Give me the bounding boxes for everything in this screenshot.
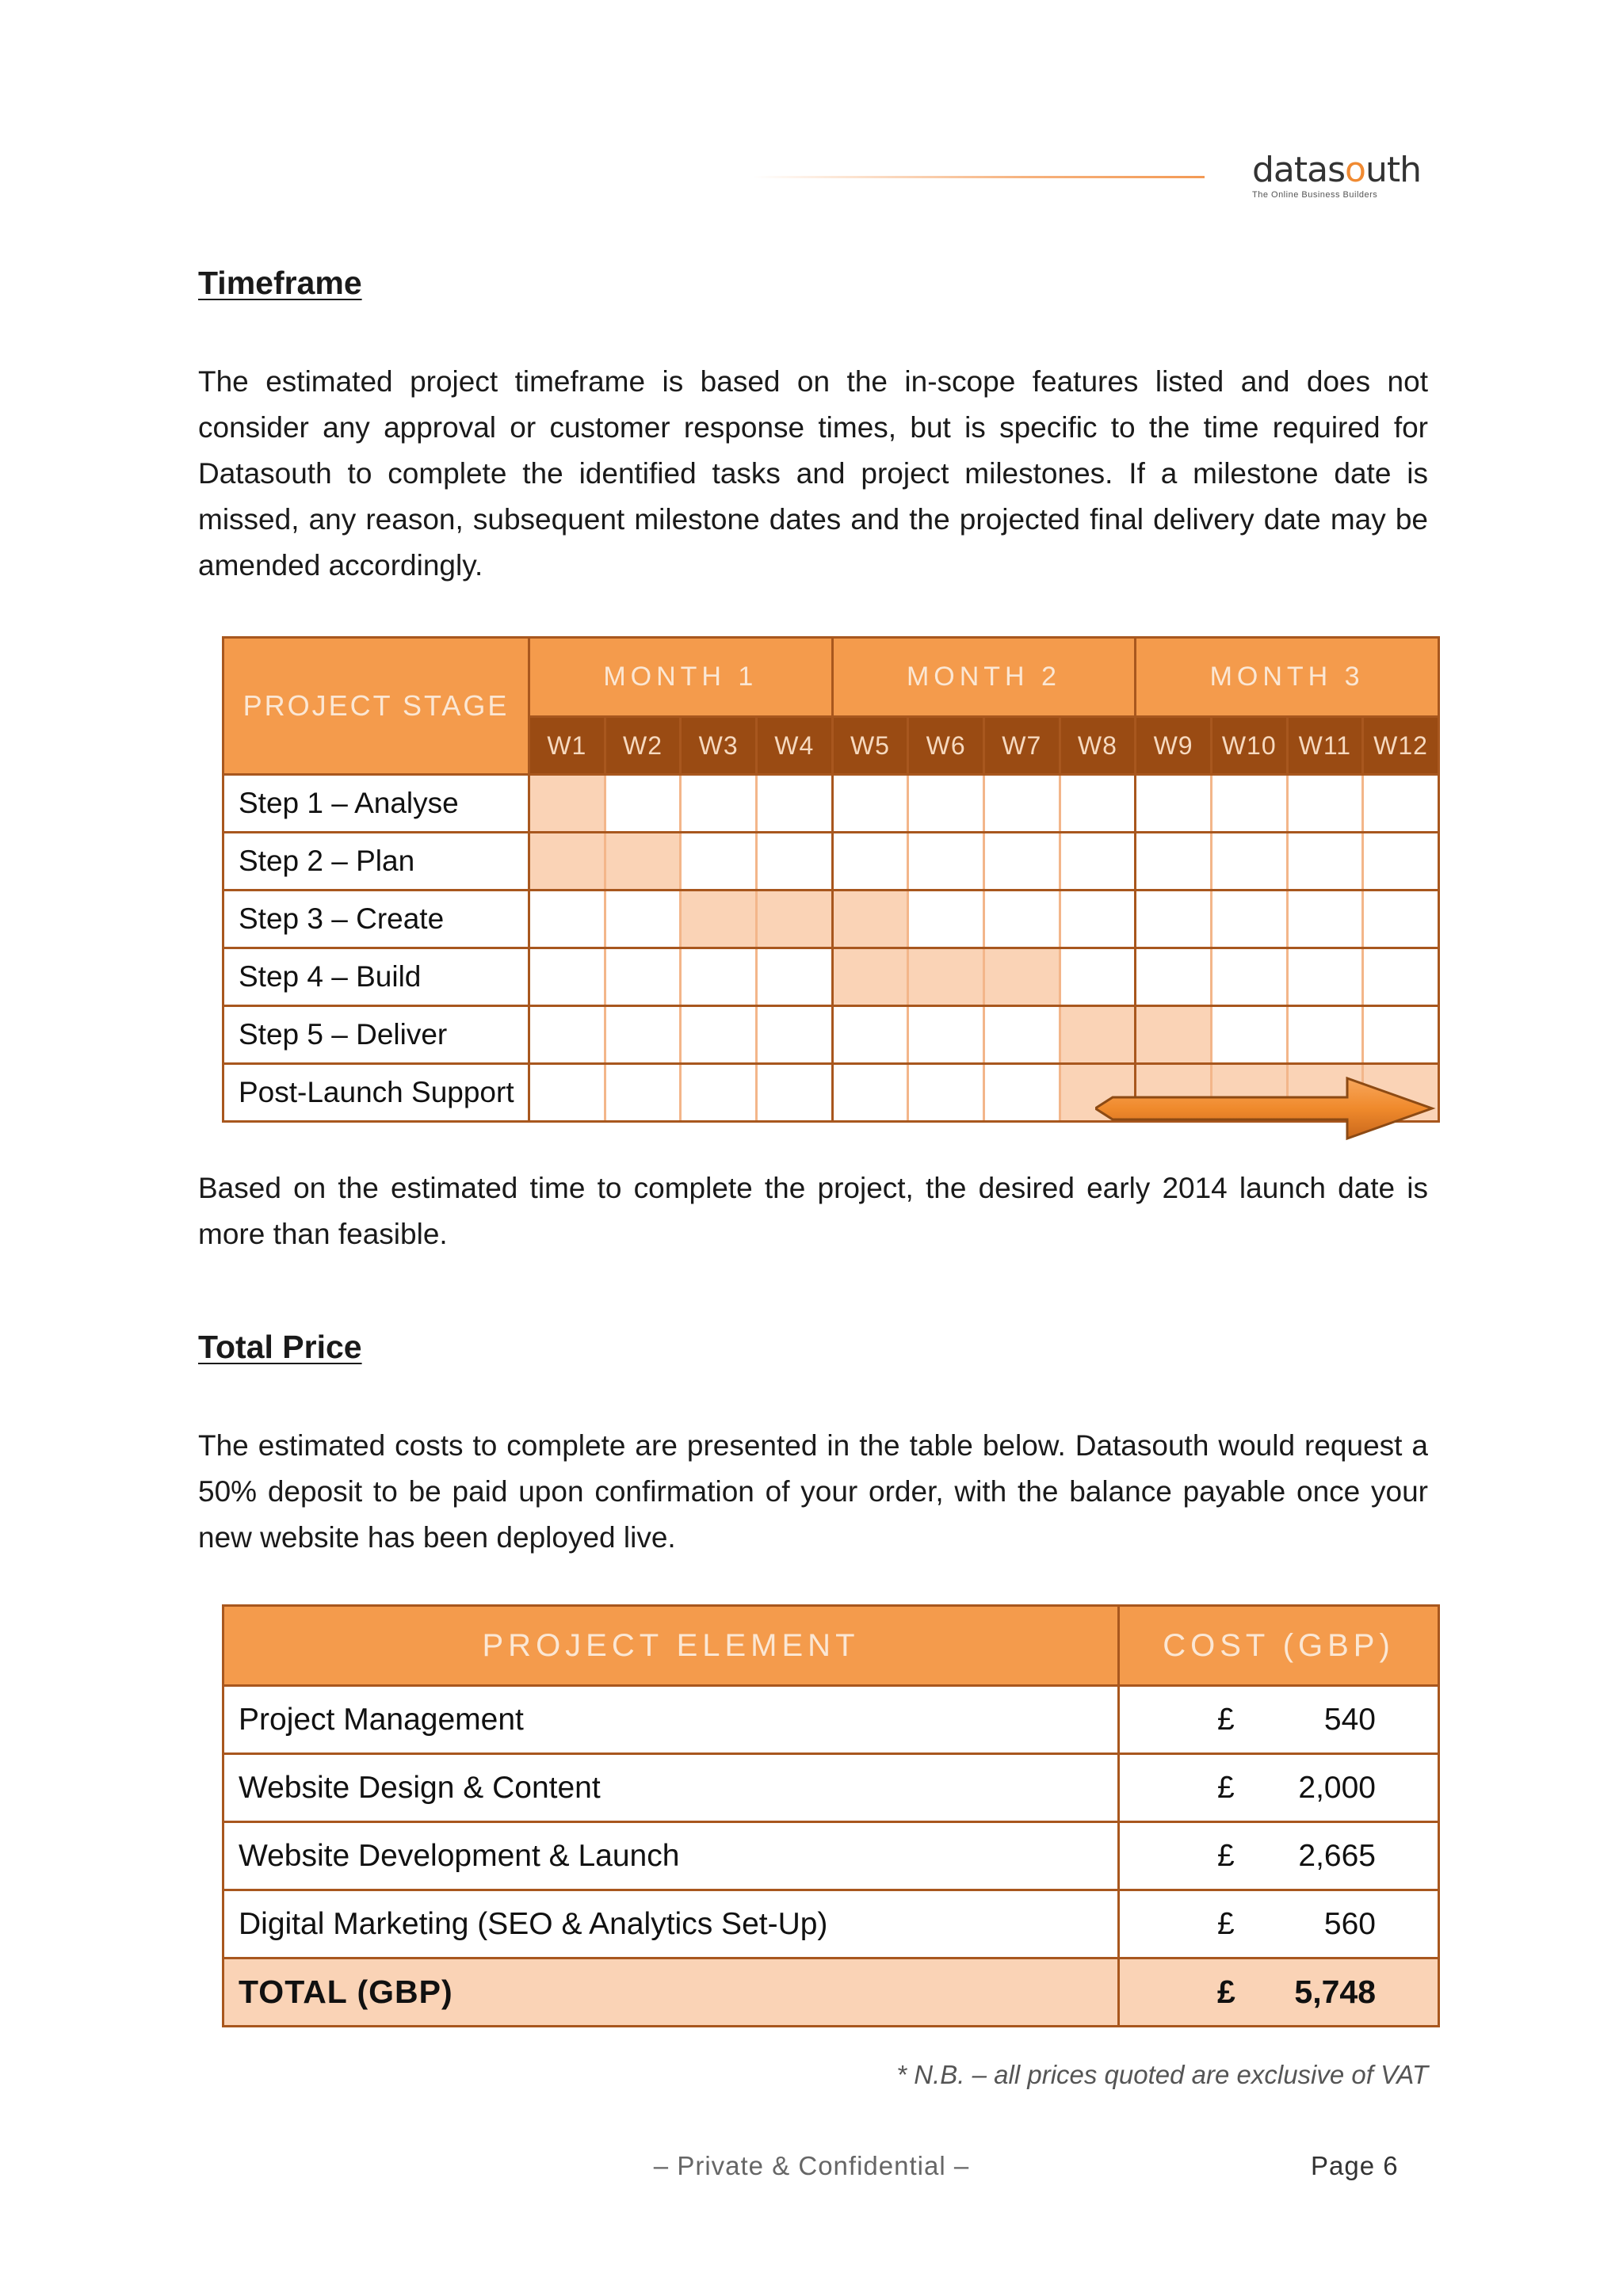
schedule-cell xyxy=(1136,775,1212,833)
schedule-cell xyxy=(983,1006,1060,1064)
schedule-cell xyxy=(1211,775,1287,833)
week-header: W3 xyxy=(681,717,757,775)
week-header: W7 xyxy=(983,717,1060,775)
total-row xyxy=(223,1958,1439,2027)
schedule-row xyxy=(223,833,1439,891)
schedule-cell-active xyxy=(832,891,908,948)
element-label: Website Design & Content xyxy=(223,1754,1119,1822)
timeframe-heading: Timeframe xyxy=(198,265,362,301)
currency-symbol: £ xyxy=(1217,1702,1235,1737)
month-header: MONTH 3 xyxy=(1136,638,1439,717)
schedule-cell xyxy=(832,775,908,833)
cost-amount: 2,000 xyxy=(1298,1770,1376,1805)
total-label: TOTAL (GBP) xyxy=(223,1958,1119,2027)
schedule-cell xyxy=(1060,833,1136,891)
total-price-intro: The estimated costs to complete are presented in the table below. Datasouth would request a 50% deposit to be paid upon confirmation of your order, with the balance payable once your new website has been deployed live. xyxy=(198,1429,1428,1554)
cost-amount: 540 xyxy=(1323,1702,1376,1737)
element-column-header: PROJECT ELEMENT xyxy=(223,1606,1119,1686)
vat-note: * N.B. – all prices quoted are exclusive of VAT xyxy=(896,2060,1428,2089)
schedule-cell xyxy=(908,1006,984,1064)
schedule-cell xyxy=(1211,948,1287,1006)
timeframe-conclusion: Based on the estimated time to complete the project, the desired early 2014 launch date is more than feasible. xyxy=(198,1172,1428,1250)
schedule-cell xyxy=(1060,775,1136,833)
week-header: W11 xyxy=(1287,717,1363,775)
schedule-cell xyxy=(1287,1006,1363,1064)
stage-label: Step 1 – Analyse xyxy=(223,775,529,833)
page-number: Page 6 xyxy=(1311,2151,1399,2180)
schedule-cell xyxy=(1287,775,1363,833)
schedule-row xyxy=(223,891,1439,948)
schedule-cell xyxy=(1211,891,1287,948)
week-header: W5 xyxy=(832,717,908,775)
schedule-cell xyxy=(1060,948,1136,1006)
schedule-cell xyxy=(1136,891,1212,948)
week-header: W12 xyxy=(1363,717,1439,775)
schedule-cell xyxy=(756,1064,832,1122)
schedule-cell-active xyxy=(1136,1006,1212,1064)
stage-label: Step 5 – Deliver xyxy=(223,1006,529,1064)
schedule-cell xyxy=(832,1006,908,1064)
cost-amount: 5,748 xyxy=(1294,1974,1376,2010)
week-header: W2 xyxy=(605,717,681,775)
price-row xyxy=(223,1754,1439,1822)
schedule-cell xyxy=(681,775,757,833)
element-label: Project Management xyxy=(223,1686,1119,1754)
schedule-cell-active xyxy=(756,891,832,948)
schedule-table xyxy=(222,636,1440,1123)
schedule-cell xyxy=(605,1064,681,1122)
schedule-cell xyxy=(1136,948,1212,1006)
schedule-cell xyxy=(1211,1006,1287,1064)
schedule-cell xyxy=(908,833,984,891)
currency-symbol: £ xyxy=(1217,1906,1235,1941)
month-header: MONTH 2 xyxy=(832,638,1136,717)
schedule-cell xyxy=(756,948,832,1006)
stage-label: Step 3 – Create xyxy=(223,891,529,948)
schedule-row xyxy=(223,775,1439,833)
schedule-row xyxy=(223,1006,1439,1064)
currency-symbol: £ xyxy=(1217,1770,1235,1805)
total-price-heading: Total Price xyxy=(198,1329,362,1365)
ongoing-support-arrow-icon xyxy=(1095,1074,1436,1143)
schedule-cell xyxy=(605,775,681,833)
cost-cell xyxy=(1119,1754,1439,1822)
schedule-cell xyxy=(908,775,984,833)
schedule-cell xyxy=(832,833,908,891)
schedule-cell-active xyxy=(908,948,984,1006)
schedule-cell xyxy=(681,833,757,891)
stage-label: Post-Launch Support xyxy=(223,1064,529,1122)
schedule-cell xyxy=(681,1006,757,1064)
schedule-cell xyxy=(1363,948,1439,1006)
schedule-cell-active xyxy=(1060,1006,1136,1064)
timeframe-intro: The estimated project timeframe is based on the in-scope features listed and does not consider any approval or customer response times, but is specific to the time required for Datasouth to complete the identified tasks and project milestones. If a milestone date is missed, any reason, subsequent milestone dates and the projected final delivery date may be amended accordingly. xyxy=(198,365,1428,582)
schedule-cell xyxy=(1363,775,1439,833)
cost-cell xyxy=(1119,1686,1439,1754)
stage-label: Step 4 – Build xyxy=(223,948,529,1006)
schedule-cell-active xyxy=(605,833,681,891)
schedule-cell xyxy=(529,1006,605,1064)
logo-tagline: The Online Business Builders xyxy=(1252,190,1378,200)
schedule-cell xyxy=(605,891,681,948)
schedule-cell xyxy=(983,1064,1060,1122)
cost-amount: 560 xyxy=(1323,1906,1376,1941)
schedule-cell xyxy=(832,1064,908,1122)
cost-cell xyxy=(1119,1822,1439,1890)
schedule-cell xyxy=(983,891,1060,948)
datasouth-logo: datasouth The Online Business Builders xyxy=(1252,152,1442,208)
schedule-cell xyxy=(1363,891,1439,948)
schedule-cell xyxy=(1363,833,1439,891)
cost-amount: 2,665 xyxy=(1298,1838,1376,1873)
header-rule xyxy=(753,176,1205,178)
schedule-cell xyxy=(529,948,605,1006)
week-header: W8 xyxy=(1060,717,1136,775)
schedule-cell-active xyxy=(983,948,1060,1006)
schedule-cell-active xyxy=(681,891,757,948)
schedule-cell xyxy=(529,891,605,948)
schedule-cell xyxy=(1211,833,1287,891)
schedule-cell-active xyxy=(529,775,605,833)
week-header: W1 xyxy=(529,717,605,775)
schedule-cell xyxy=(1287,891,1363,948)
schedule-cell xyxy=(1363,1006,1439,1064)
currency-symbol: £ xyxy=(1217,1838,1235,1873)
stage-header: PROJECT STAGE xyxy=(223,638,529,775)
price-row xyxy=(223,1822,1439,1890)
element-label: Digital Marketing (SEO & Analytics Set-Up) xyxy=(223,1890,1119,1958)
schedule-cell xyxy=(756,833,832,891)
schedule-cell xyxy=(983,833,1060,891)
schedule-row xyxy=(223,948,1439,1006)
schedule-cell xyxy=(681,1064,757,1122)
schedule-cell xyxy=(1060,891,1136,948)
schedule-cell xyxy=(908,1064,984,1122)
schedule-cell xyxy=(605,948,681,1006)
week-header: W9 xyxy=(1136,717,1212,775)
currency-symbol: £ xyxy=(1217,1974,1235,2010)
month-header: MONTH 1 xyxy=(529,638,833,717)
schedule-cell xyxy=(908,891,984,948)
schedule-cell xyxy=(681,948,757,1006)
schedule-cell xyxy=(529,1064,605,1122)
price-row xyxy=(223,1890,1439,1958)
price-row xyxy=(223,1686,1439,1754)
week-header: W6 xyxy=(908,717,984,775)
stage-label: Step 2 – Plan xyxy=(223,833,529,891)
price-table xyxy=(222,1604,1440,2027)
schedule-cell xyxy=(756,1006,832,1064)
schedule-cell xyxy=(1287,948,1363,1006)
footer-confidential: – Private & Confidential – xyxy=(653,2151,970,2180)
week-header: W4 xyxy=(756,717,832,775)
cost-cell xyxy=(1119,1958,1439,2027)
schedule-cell xyxy=(605,1006,681,1064)
schedule-cell xyxy=(983,775,1060,833)
schedule-cell xyxy=(756,775,832,833)
schedule-cell xyxy=(1287,833,1363,891)
schedule-cell-active xyxy=(832,948,908,1006)
schedule-cell-active xyxy=(529,833,605,891)
week-header: W10 xyxy=(1211,717,1287,775)
cost-column-header: COST (GBP) xyxy=(1119,1606,1439,1686)
element-label: Website Development & Launch xyxy=(223,1822,1119,1890)
cost-cell xyxy=(1119,1890,1439,1958)
schedule-cell xyxy=(1136,833,1212,891)
